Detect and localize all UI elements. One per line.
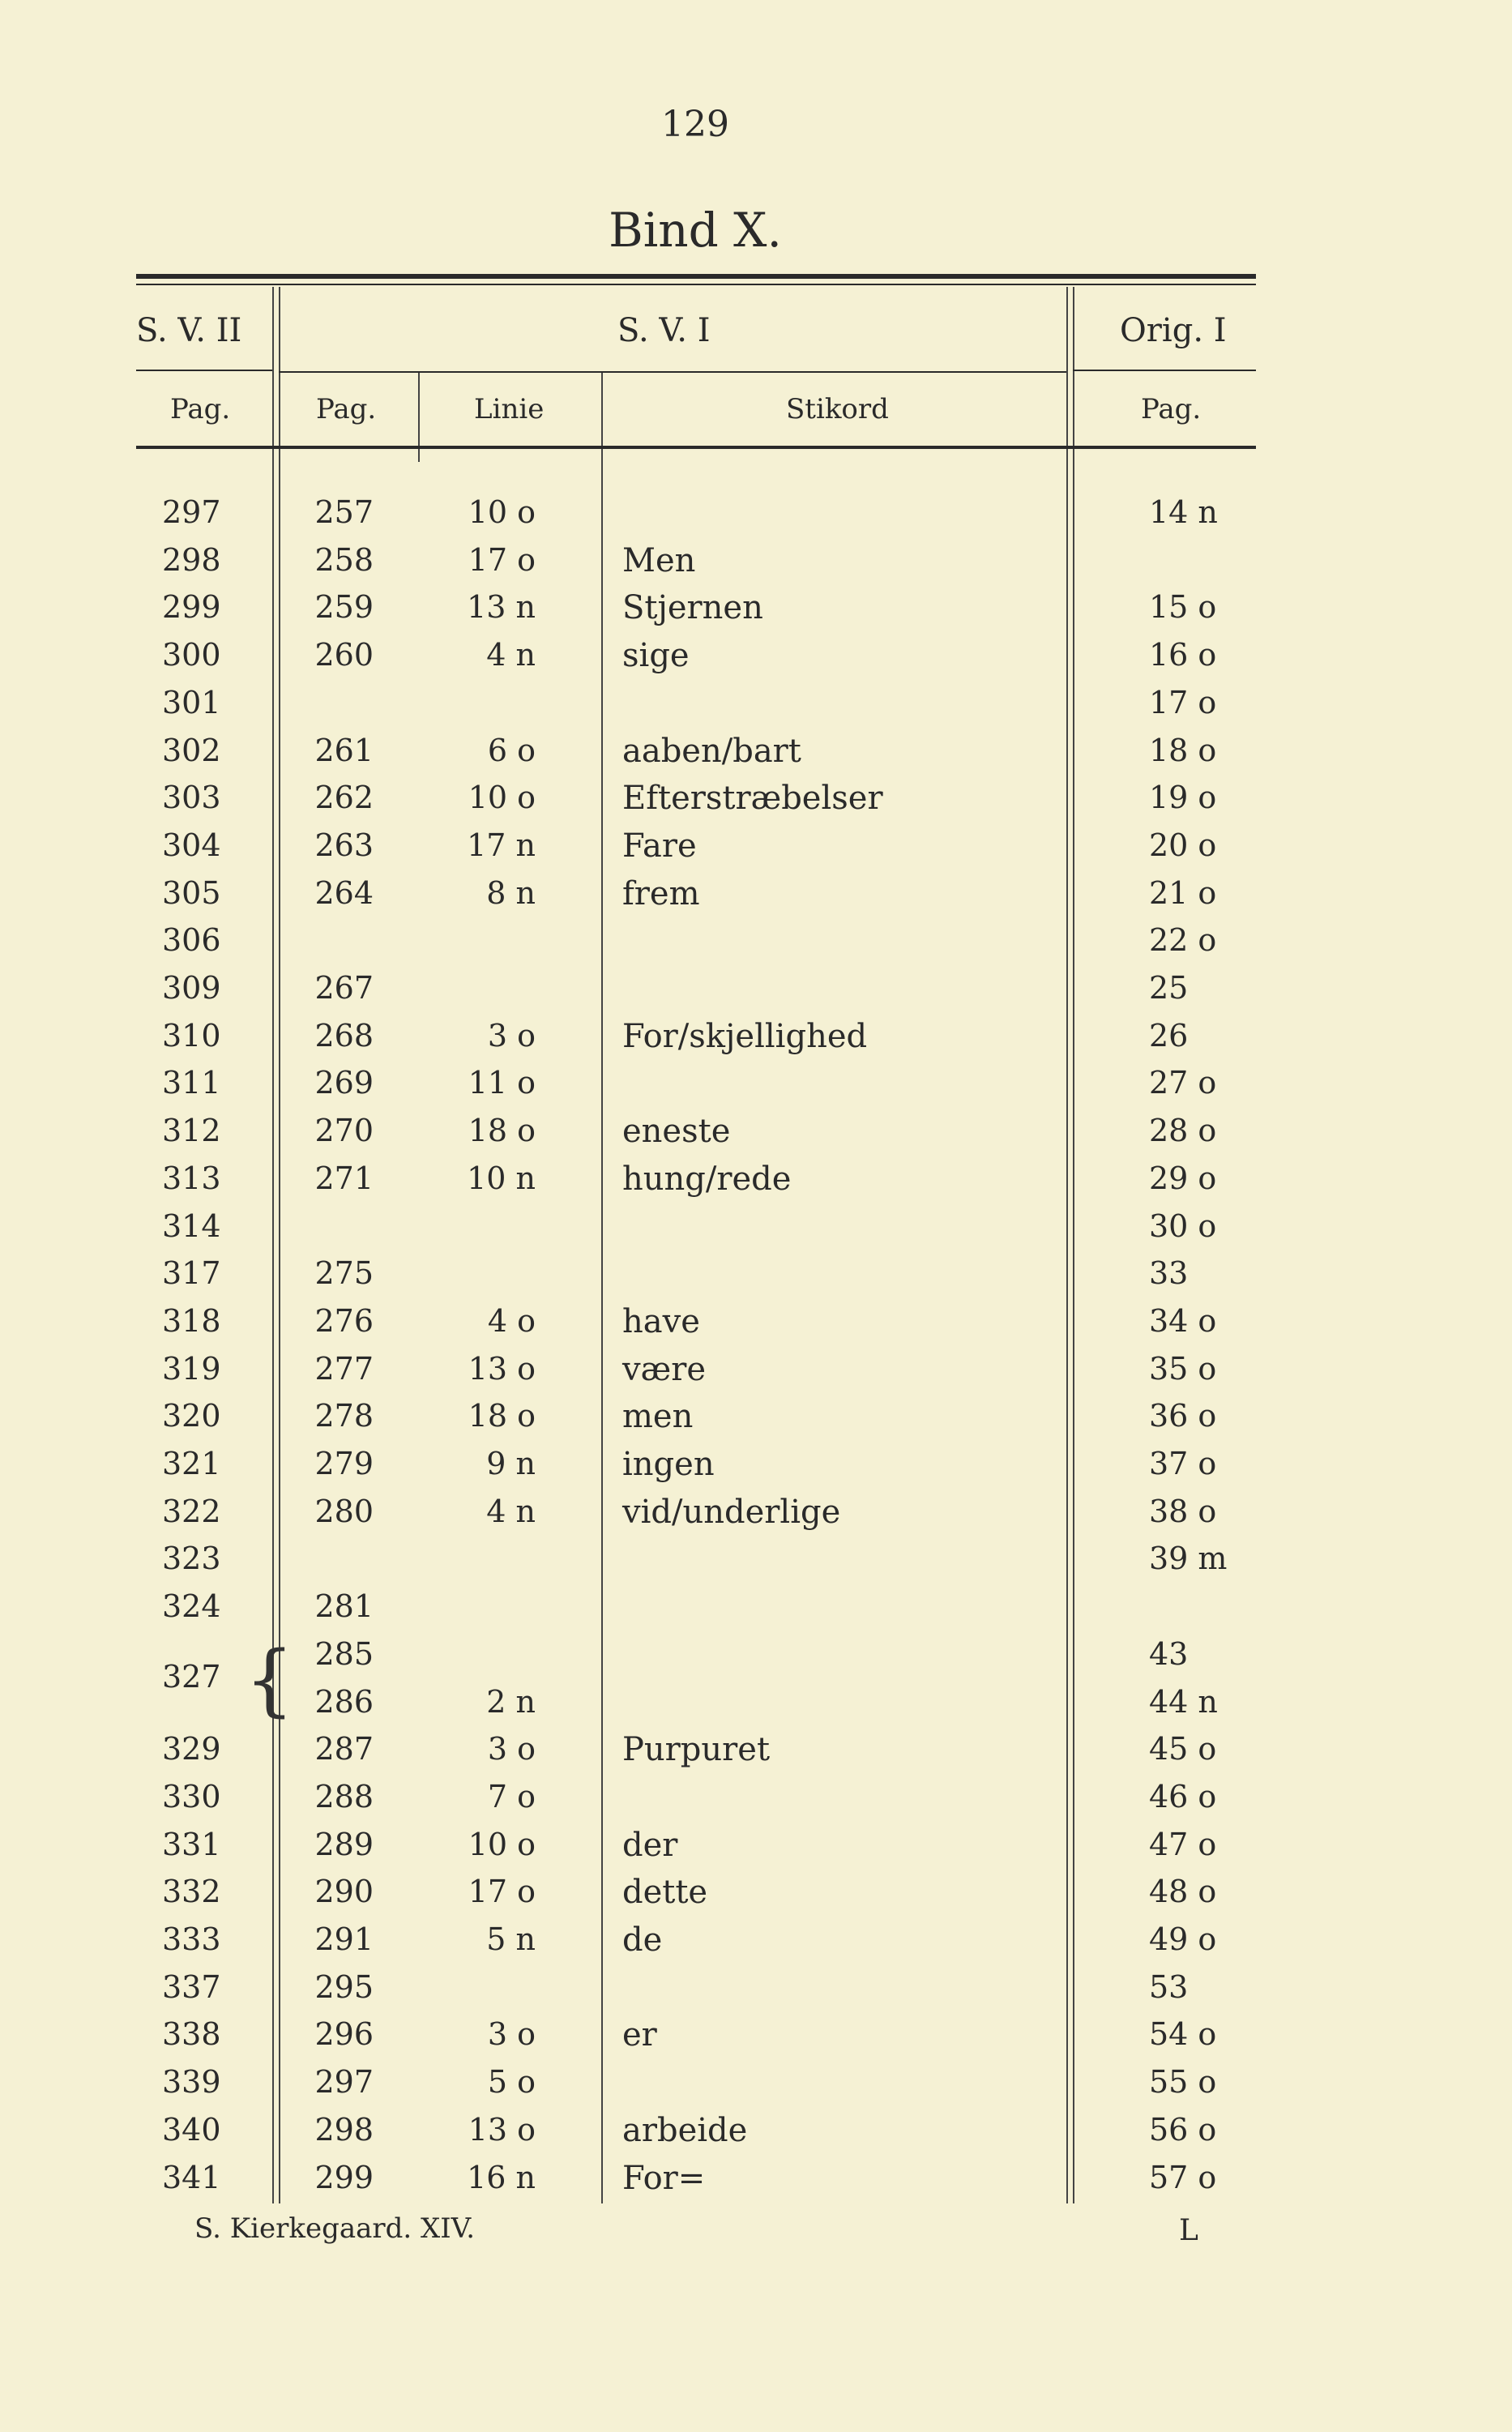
row-pag-orig: 45 o xyxy=(1149,1731,1217,1767)
row-pag-orig: 29 o xyxy=(1149,1160,1217,1196)
row-pag-orig: 56 o xyxy=(1149,2112,1217,2148)
row-linie: 18 o xyxy=(468,1398,536,1434)
row-pag-svi: 269 xyxy=(314,1065,374,1101)
row-pag-orig: 37 o xyxy=(1149,1446,1217,1481)
row-pag-svii: 297 xyxy=(162,494,221,530)
row-pag-orig: 20 o xyxy=(1149,827,1217,863)
row-linie: 13 o xyxy=(468,2112,536,2148)
row-pag-svii: 314 xyxy=(162,1208,221,1244)
row-stikord: aaben/bart xyxy=(622,733,801,770)
divider-col4-a xyxy=(1066,287,1068,2203)
row-pag-orig: 36 o xyxy=(1149,1398,1217,1434)
row-linie: 8 n xyxy=(486,875,536,911)
header-col5: Orig. I xyxy=(1120,312,1227,349)
row-stikord: hung/rede xyxy=(622,1160,792,1198)
subheader-pag-5: Pag. xyxy=(1141,393,1202,425)
header-group: S. V. I xyxy=(617,312,711,349)
row-stikord: være xyxy=(622,1351,706,1388)
row-linie: 3 o xyxy=(487,2016,536,2052)
row-pag-orig: 26 xyxy=(1149,1018,1189,1054)
row-linie: 9 n xyxy=(486,1446,536,1481)
row-pag-svii: 322 xyxy=(162,1494,221,1529)
row-pag-orig: 53 xyxy=(1149,1969,1189,2005)
row-stikord: Efterstræbelser xyxy=(622,780,883,817)
row-pag-svi: 279 xyxy=(314,1446,374,1481)
row-pag-svii: 341 xyxy=(162,2160,221,2195)
row-linie: 3 o xyxy=(487,1018,536,1054)
row-stikord: eneste xyxy=(622,1113,731,1150)
row-pag-svii: 320 xyxy=(162,1398,221,1434)
row-pag-svii: 304 xyxy=(162,827,221,863)
row-pag-svii: 311 xyxy=(162,1065,221,1101)
row-pag-orig: 21 o xyxy=(1149,875,1217,911)
row-pag-svi: 267 xyxy=(314,970,374,1006)
row-pag-orig: 22 o xyxy=(1149,922,1217,958)
row-pag-svii: 319 xyxy=(162,1351,221,1387)
row-stikord: Men xyxy=(622,542,696,579)
row-linie: 16 n xyxy=(467,2160,536,2195)
row-stikord: vid/underlige xyxy=(622,1494,841,1531)
brace-row-pag: 327 xyxy=(162,1659,221,1695)
row-linie: 10 o xyxy=(468,780,536,815)
row-pag-svi: 289 xyxy=(314,1827,374,1862)
row-pag-orig: 27 o xyxy=(1149,1065,1217,1101)
row-pag-svii: 324 xyxy=(162,1588,221,1624)
row-linie: 6 o xyxy=(487,733,536,768)
row-pag-orig: 39 m xyxy=(1149,1541,1228,1576)
row-stikord: sige xyxy=(622,637,690,674)
row-pag-svii: 337 xyxy=(162,1969,221,2005)
top-rule-thin xyxy=(136,284,1256,285)
row-pag-orig: 14 n xyxy=(1149,494,1218,530)
row-pag-orig: 44 n xyxy=(1149,1684,1218,1720)
row-pag-orig: 18 o xyxy=(1149,733,1217,768)
divider-col1-b xyxy=(279,287,280,2203)
row-pag-svii: 312 xyxy=(162,1113,221,1148)
row-pag-orig: 48 o xyxy=(1149,1874,1217,1909)
row-pag-orig: 30 o xyxy=(1149,1208,1217,1244)
row-pag-svii: 339 xyxy=(162,2064,221,2100)
row-pag-svi: 257 xyxy=(314,494,374,530)
row-pag-svi: 280 xyxy=(314,1494,374,1529)
header-mid-rule-left xyxy=(136,370,272,371)
row-stikord: For= xyxy=(622,2160,706,2197)
row-pag-svii: 310 xyxy=(162,1018,221,1054)
row-pag-svi: 278 xyxy=(314,1398,374,1434)
row-pag-orig: 35 o xyxy=(1149,1351,1217,1387)
row-pag-svii: 298 xyxy=(162,542,221,578)
row-pag-orig: 25 xyxy=(1149,970,1189,1006)
page-number: 129 xyxy=(661,104,729,145)
row-pag-svi: 288 xyxy=(314,1779,374,1814)
row-stikord: der xyxy=(622,1827,678,1864)
row-pag-svii: 306 xyxy=(162,922,221,958)
row-pag-svii: 317 xyxy=(162,1255,221,1291)
row-pag-svii: 302 xyxy=(162,733,221,768)
row-pag-svi: 291 xyxy=(314,1921,374,1957)
row-pag-orig: 55 o xyxy=(1149,2064,1217,2100)
divider-col1-a xyxy=(272,287,274,2203)
row-pag-orig: 17 o xyxy=(1149,685,1217,720)
header-bottom-rule xyxy=(136,446,1256,449)
row-linie: 13 o xyxy=(468,1351,536,1387)
row-pag-svi: 299 xyxy=(314,2160,374,2195)
row-stikord: arbeide xyxy=(622,2112,748,2149)
row-stikord: Stjernen xyxy=(622,589,763,626)
row-pag-orig: 54 o xyxy=(1149,2016,1217,2052)
row-stikord: Fare xyxy=(622,827,697,865)
row-pag-orig: 16 o xyxy=(1149,637,1217,673)
row-pag-svii: 330 xyxy=(162,1779,221,1814)
row-stikord: frem xyxy=(622,875,700,913)
row-pag-orig: 49 o xyxy=(1149,1921,1217,1957)
row-pag-orig: 57 o xyxy=(1149,2160,1217,2195)
row-linie: 17 n xyxy=(467,827,536,863)
row-pag-svi: 287 xyxy=(314,1731,374,1767)
row-pag-svi: 264 xyxy=(314,875,374,911)
row-pag-svii: 300 xyxy=(162,637,221,673)
row-pag-svii: 309 xyxy=(162,970,221,1006)
row-stikord: er xyxy=(622,2016,657,2054)
header-col1: S. V. II xyxy=(136,312,242,349)
row-pag-svii: 329 xyxy=(162,1731,221,1767)
row-pag-svi: 258 xyxy=(314,542,374,578)
row-stikord: dette xyxy=(622,1874,708,1911)
row-pag-svi: 297 xyxy=(314,2064,374,2100)
row-pag-svi: 263 xyxy=(314,827,374,863)
row-pag-svi: 277 xyxy=(314,1351,374,1387)
row-stikord: men xyxy=(622,1398,694,1435)
row-pag-svi: 261 xyxy=(314,733,374,768)
row-pag-svi: 296 xyxy=(314,2016,374,2052)
row-linie: 17 o xyxy=(468,1874,536,1909)
row-linie: 5 n xyxy=(486,1921,536,1957)
row-pag-svii: 303 xyxy=(162,780,221,815)
row-pag-svi: 276 xyxy=(314,1303,374,1339)
row-pag-svii: 301 xyxy=(162,685,221,720)
row-pag-orig: 19 o xyxy=(1149,780,1217,815)
row-pag-svi: 268 xyxy=(314,1018,374,1054)
divider-col4-b xyxy=(1073,287,1074,2203)
row-stikord: ingen xyxy=(622,1446,715,1483)
row-pag-svii: 313 xyxy=(162,1160,221,1196)
subheader-pag-2: Pag. xyxy=(316,393,377,425)
row-pag-svii: 305 xyxy=(162,875,221,911)
row-linie: 7 o xyxy=(487,1779,536,1814)
row-pag-svi: 259 xyxy=(314,589,374,625)
row-pag-svi: 260 xyxy=(314,637,374,673)
row-pag-svii: 340 xyxy=(162,2112,221,2148)
row-pag-orig: 33 xyxy=(1149,1255,1189,1291)
subheader-linie: Linie xyxy=(474,393,545,425)
row-linie: 13 n xyxy=(467,589,536,625)
row-pag-svi: 270 xyxy=(314,1113,374,1148)
row-pag-svi: 286 xyxy=(314,1684,374,1720)
header-mid-rule-right xyxy=(1073,370,1256,371)
row-pag-orig: 43 xyxy=(1149,1636,1189,1672)
subheader-stikord: Stikord xyxy=(786,393,889,425)
row-pag-svi: 281 xyxy=(314,1588,374,1624)
row-pag-svii: 323 xyxy=(162,1541,221,1576)
row-pag-svii: 318 xyxy=(162,1303,221,1339)
row-pag-svi: 271 xyxy=(314,1160,374,1196)
row-pag-svii: 338 xyxy=(162,2016,221,2052)
row-linie: 11 o xyxy=(468,1065,536,1101)
row-linie: 10 n xyxy=(467,1160,536,1196)
volume-title: Bind X. xyxy=(609,203,782,258)
row-pag-svii: 321 xyxy=(162,1446,221,1481)
row-linie: 3 o xyxy=(487,1731,536,1767)
row-pag-orig: 28 o xyxy=(1149,1113,1217,1148)
row-linie: 10 o xyxy=(468,494,536,530)
row-linie: 17 o xyxy=(468,542,536,578)
row-linie: 4 o xyxy=(487,1303,536,1339)
row-pag-svi: 285 xyxy=(314,1636,374,1672)
subheader-pag-1: Pag. xyxy=(170,393,231,425)
row-pag-svii: 333 xyxy=(162,1921,221,1957)
row-stikord: de xyxy=(622,1921,663,1959)
top-rule-thick xyxy=(136,274,1256,279)
row-pag-svi: 262 xyxy=(314,780,374,815)
row-linie: 18 o xyxy=(468,1113,536,1148)
row-pag-svi: 275 xyxy=(314,1255,374,1291)
row-pag-svi: 295 xyxy=(314,1969,374,2005)
row-pag-orig: 46 o xyxy=(1149,1779,1217,1814)
row-pag-svii: 331 xyxy=(162,1827,221,1862)
row-linie: 4 n xyxy=(486,637,536,673)
footer-right: L xyxy=(1179,2214,1198,2247)
row-pag-orig: 47 o xyxy=(1149,1827,1217,1862)
row-stikord: For/skjellighed xyxy=(622,1018,868,1055)
divider-col3 xyxy=(601,373,603,2203)
row-pag-svii: 299 xyxy=(162,589,221,625)
row-stikord: have xyxy=(622,1303,700,1340)
row-pag-orig: 38 o xyxy=(1149,1494,1217,1529)
row-pag-orig: 15 o xyxy=(1149,589,1217,625)
row-linie: 4 n xyxy=(486,1494,536,1529)
row-pag-svi: 298 xyxy=(314,2112,374,2148)
brace-icon: { xyxy=(245,1635,295,1725)
row-pag-orig: 34 o xyxy=(1149,1303,1217,1339)
header-mid-rule-group xyxy=(279,371,1066,373)
footer-left: S. Kierkegaard. XIV. xyxy=(194,2212,476,2245)
row-linie: 5 o xyxy=(487,2064,536,2100)
row-linie: 10 o xyxy=(468,1827,536,1862)
row-linie: 2 n xyxy=(486,1684,536,1720)
row-pag-svii: 332 xyxy=(162,1874,221,1909)
row-stikord: Purpuret xyxy=(622,1731,771,1768)
row-pag-svi: 290 xyxy=(314,1874,374,1909)
